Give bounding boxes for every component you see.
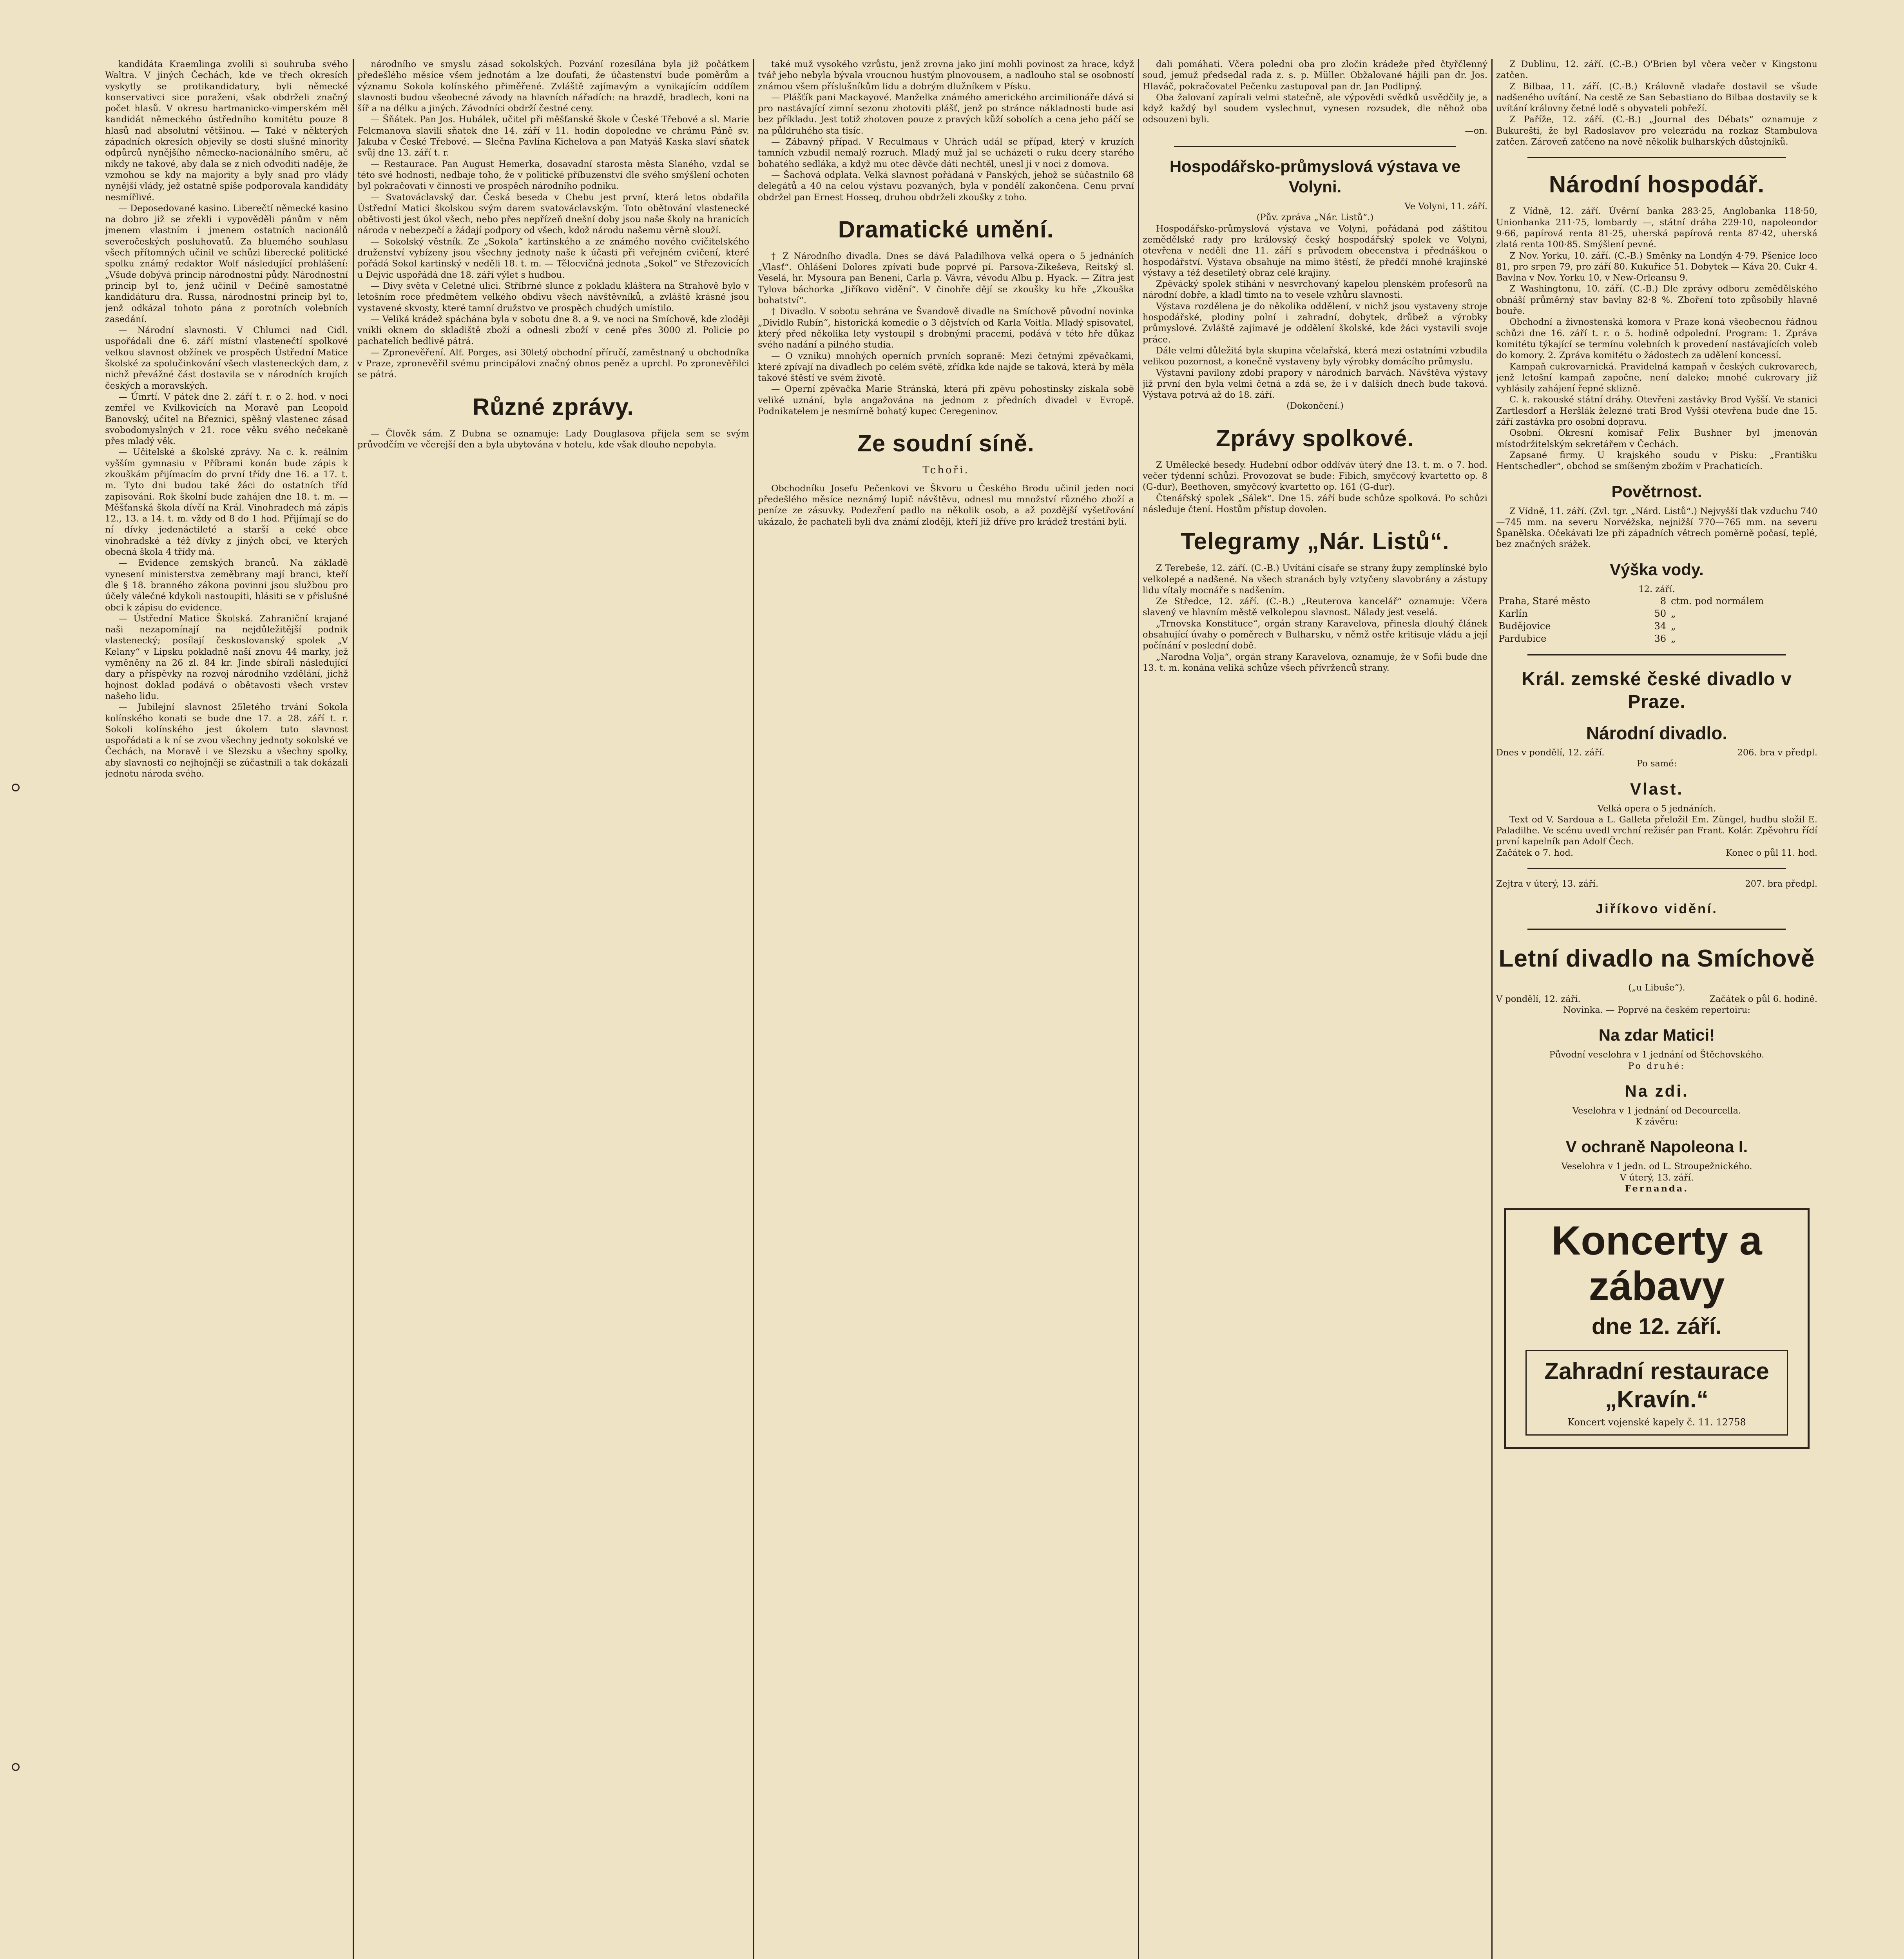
- section-heading: Ze soudní síně.: [857, 430, 1034, 457]
- article-paragraph: † Z Národního divadla. Dnes se dává Paladilhova velká opera o 5 jednáních „Vlasť“. Ohlášení Dolores zpívati bude poprvé pí. Parsova-Zikeševa, Reitský sl. Veselá, hr. Mysoura pan Beneni, Carla p. Vávra, vévodu Albu p. Hyack. — Zítra jest Tylova báchorka „Jiříkovo vidění“. V činohře dějí se zkoušky ku hře „Zkouška bohatství“.: [758, 251, 1134, 306]
- article-paragraph: Z Umělecké besedy. Hudební odbor oddíváv úterý dne 13. t. m. o 7. hod. večer týdenní schůzi. Provozovat se bude: Fibich, smyčcový kvartetto op. 8 (G-dur), Beethoven, smyčcový kvartetto op. 161 (G-dur).: [1143, 460, 1487, 492]
- performance-title: V ochraně Napoleona I.: [1565, 1137, 1748, 1156]
- performance-credits: Text od V. Sardoua a L. Galleta přeložil Em. Züngel, hudbu složil E. Paladilhe. Ve scénu uvedl vrchní režisér pan Frant. Kolár. Zpěvohru řídí první kapelník pan Adolf Čech.: [1496, 814, 1817, 847]
- signature: —on.: [1465, 125, 1487, 136]
- performance-date-row: [1496, 747, 1817, 758]
- source-note: (Pův. zpráva „Nár. Listů“.): [1256, 212, 1374, 223]
- divider: [1527, 868, 1786, 869]
- column-separator: [353, 59, 354, 1959]
- table-row: [1496, 595, 1817, 607]
- performance-date: V pondělí, 12. září.: [1496, 994, 1581, 1004]
- table-cell: „: [1671, 620, 1676, 632]
- performance-title: Vlast.: [1630, 779, 1684, 798]
- section-heading: Dramatické umění.: [838, 216, 1054, 243]
- article-paragraph: — Veliká krádež spáchána byla v sobotu dne 8. a 9. ve noci na Smíchově, kde zloději vnikli oknem do skladiště zboží a odnesli zboží v ceně přes 3000 zl. Policie po pachatelích bedlivě pátrá.: [357, 314, 749, 347]
- article-paragraph: Kampaň cukrovarnická. Pravidelná kampaň v českých cukrovarech, jenž letošní kampaň započne, není daleko; mnohé cukrovary již vyhlásily zahájení řepné sklizně.: [1496, 361, 1817, 394]
- article-paragraph: — Zábavný případ. V Reculmaus v Uhrách udál se případ, který v kruzích tamních vzbudil nemalý rozruch. Mladý muž jal se ucházeti o ruku dcery starého bohatého sedláka, a když mu otec děvče dáti nechtěl, unesl ji v noci z domova.: [758, 137, 1134, 169]
- theatre-subheading: Národní divadlo.: [1586, 722, 1728, 743]
- article-paragraph: Zapsané firmy. U krajského soudu v Písku: „Františku Hentschedler“, obchod se smíšeným zbožím v Prachaticích.: [1496, 450, 1817, 472]
- article-paragraph: Oba žalovaní zapírali velmi statečně, ale výpovědi svědků usvědčily je, a když každý byl soudem vyslechnut, vynesen rozsudek, dle něhož oba odsouzeni byli.: [1143, 92, 1487, 125]
- article-paragraph: Z Washingtonu, 10. září. (C.-B.) Dle zprávy odboru zemědělského obnáší průměrný stav bavlny 82·8 %. Zboření toto způsobily hlavně bouře.: [1496, 284, 1817, 317]
- article-paragraph: Z Terebeše, 12. září. (C.-B.) Uvítání císaře se strany župy zemplínské bylo velkolepé a nadšené. Na všech stranách byly vztyčeny slavobrány a zástupy lidu vítaly mocnáře s nadšením.: [1143, 563, 1487, 596]
- section-heading: Zprávy spolkové.: [1216, 425, 1415, 451]
- article-paragraph: kandidáta Kraemlinga zvolili si souhruba svého Waltra. V jiných Čechách, kde ve třech okresích vyskytly se protikandidatury, byli německé konservativci sice poraženi, však obdrželi značný počet hlasů. V okresu hartmanicko-vimperském měl kandidát německého ústředního komitétu pouze 8 hlasů nad absolutní většinou. — Také v některých západních okresích objevily se dosti slušné minority odpůrců nynějšího německo-nacionálního směru, ač nikdy ne takové, aby dala se z nich odvoditi naděje, že vzmohou se kdy na majority a byly snad pro vlády nynější vlády, jež ostatně spíše podporovala kandidáty nesmířlivé.: [105, 59, 348, 203]
- article-paragraph: dali pomáhati. Včera poledni oba pro zločin krádeže před čtyřčlenný soud, jemuž předsedal rada z. s. p. Müller. Obžalované hájili pan dr. Jos. Hlaváč, pokračovatel Pečenku zastupoval pan dr. Jan Podlipný.: [1143, 59, 1487, 92]
- water-level-date: 12. září.: [1638, 584, 1675, 594]
- performance-order: Po samé:: [1636, 759, 1677, 769]
- article-paragraph: — Ústřední Matice Školská. Zahraniční krajané naši nezapomínají na nejdůležitější podnik vlastenecký; posílají českoslovanský spolek „V Kelany“ v Lipsku pokladně naší znovu 44 marky, jež vyměněny na 26 zl. 84 kr. Jinde sbírali následující dary a příspěvky na rozvoj národního vzdělání, jichž hojnost doklad podává o obětavosti všech vrstev našeho lidu.: [105, 613, 348, 701]
- end-time: Konec o půl 11. hod.: [1726, 847, 1817, 858]
- article-paragraph: „Trnovska Konstituce“, orgán strany Karavelova, přinesla dlouhý článek obsahující úvahy o poměrech v Bulharsku, v němž ostře kritisuje vládu a její počínání v poslední době.: [1143, 618, 1487, 651]
- table-cell: „: [1671, 608, 1676, 619]
- performance-subscription: 206. bra v předpl.: [1737, 747, 1817, 758]
- binding-hole-icon: [12, 784, 20, 791]
- table-cell: 50: [1654, 608, 1667, 619]
- performance-date: Dnes v pondělí, 12. září.: [1496, 747, 1605, 758]
- performance-times: [1496, 847, 1817, 858]
- performance-date: Zejtra v úterý, 13. září.: [1496, 879, 1599, 889]
- section-heading: Národní hospodář.: [1549, 171, 1765, 198]
- performance-order: Po druhé:: [1628, 1061, 1685, 1071]
- article-paragraph: Ze Středce, 12. září. (C.-B.) „Reuterova kancelář“ oznamuje: Včera slavený ve hlavním městě velkolepou slavnost. Nálady jest veselá.: [1143, 596, 1487, 618]
- performance-desc: Původní veselohra v 1 jednání od Štěchovského.: [1549, 1050, 1765, 1060]
- article-paragraph: Obchodníku Josefu Pečenkovi ve Škvoru u Českého Brodu učinil jeden noci předešlého měsíce neznámý lupič návštěvu, odnesl mu množství různého zboží a peníze ze zásuvky. Podezření padlo na několik osob, a až pozdější vyšetřování ukázalo, že pachateli byli dva známí zloději, kteří již dříve pro krádež trestáni byli.: [758, 483, 1134, 527]
- article-paragraph: — Divy světa v Celetné ulici. Stříbrné slunce z pokladu kláštera na Strahově bylo v letošním roce předmětem velkého obdivu všech návštěvníků, a zvláště krásné jsou vystavené skvosty, které tamní družstvo ve prospěch chudých umístilo.: [357, 281, 749, 313]
- divider: [1527, 654, 1786, 655]
- article-paragraph: — Operní zpěvačka Marie Stránská, která při zpěvu pohostinsky získala sobě veliké uznání, byla angažována na jednom z předních divadel v Evropě. Podnikatelem je nesmírně bohatý kupec Ceregeninov.: [758, 384, 1134, 417]
- table-row: [1496, 620, 1817, 632]
- ad-venue-box: [1525, 1350, 1788, 1435]
- column-2: [357, 59, 749, 1959]
- article-paragraph: — Učitelské a školské zprávy. Na c. k. reálním vyšším gymnasiu v Příbrami konán bude zápis k zkouškám přijímacím do první třídy dne 16. a 17. t. m. Tyto dni budou také žáci do ostatních tříd zapisováni. Rok školní bude zahájen dne 18. t. m. — Měšťanská škola dívčí na Král. Vinohradech má zápis 12., 13. a 14. t. m. vždy od 8 do 1 hod. Přijímají se do ní dívky jedenáctileté a starší a ceké obce vinohradské a též dívky z jiných obcí, ve kterých obecná škola 4 třídy má.: [105, 447, 348, 558]
- telegram-item: Z Bilbaa, 11. září. (C.-B.) Královně vladaře dostavil se všude nadšeného uvítání. Na cestě ze San Sebastiano do Bilbaa dostavily se k uvítání královny četné lodě s obyvateli pobřeží.: [1496, 81, 1817, 114]
- theatre-subheading: („u Libuše“).: [1628, 983, 1685, 993]
- theatre-heading: Král. zemské české divadlo v Praze.: [1522, 668, 1792, 712]
- section-heading: Hospodářsko-průmyslová výstava ve Volyni.: [1169, 157, 1461, 196]
- article-paragraph: Hospodářsko-průmyslová výstava ve Volyni, pořádaná pod záštitou zemědělské rady pro královský český hospodářský spolek ve Volyni, otevřena v neděli dne 11. září s průvodem obecenstva i přednáškou o hospodářství. Výstava obsahuje na mimo štěstí, že předčí mnohé krajinské výstavy a též desetiletý obraz celé krajiny.: [1143, 223, 1487, 278]
- column-separator: [753, 59, 754, 1959]
- article-paragraph: — Šachová odplata. Velká slavnost pořádaná v Panských, jehož se súčastnilo 68 delegátů a 40 na celou výstavu pozvaných, byla v pondělí zakončena. Cenu první obdržel pan Ernest Hosseq, druhou obdrželi zkoušky z toho.: [758, 170, 1134, 203]
- performance-order: K závěru:: [1635, 1117, 1678, 1127]
- article-paragraph: Z Nov. Yorku, 10. září. (C.-B.) Směnky na Londýn 4·79. Pšenice loco 81, pro srpen 79, pro září 80. Kukuřice 51. Dobytek — Káva 20. Cukr 4. Bavlna v Nov. Yorku 10, v New-Orleansu 9.: [1496, 250, 1817, 283]
- table-cell: ctm. pod normálem: [1671, 595, 1764, 607]
- article-paragraph: Výstava rozdělena je do několika oddělení, v nichž jsou vystaveny stroje hospodářské, plodiny polní i zahradní, dobytek, drůbež a výrobky průmyslové. Zvláště zajímavé je oddělení školské, kde žáci vystavili svoje práce.: [1143, 301, 1487, 345]
- article-paragraph: — Svatováclavský dar. Česká beseda v Chebu jest první, která letos obdařila Ústřední Matici školskou svým darem svatováclavským. Toto obětování vlastenecké obětivosti jest úkol všech, nebo přes nepřízeň dnešní doby jsou naše školy na hranicích národa v nebezpečí a žádají podpory od všech, kdož národu našemu věrně slouží.: [357, 192, 749, 236]
- article-paragraph: Osobní. Okresní komisař Felix Bushner byl jmenován místodržitelským sekretářem v Čechách.: [1496, 428, 1817, 449]
- article-paragraph: — Plášťík pani Mackayové. Manželka známého amerického arcimilionáře dává si pro nastávající zimní sezonu zhotoviti plášť, jenž po stránce nákladnosti bude asi bez příkladu. Jest totiž zhotoven pouze z pravých kůží sobolích a cena jeho páčí se na půldruhého sta tisíc.: [758, 92, 1134, 136]
- continuation-note: (Dokončení.): [1286, 401, 1344, 411]
- table-cell: Pardubice: [1498, 633, 1547, 644]
- article-paragraph: — Zpronevěření. Alf. Porges, asi 30letý obchodní příručí, zaměstnaný u obchodníka v Praze, zpronevěřil svému principálovi značný obnos peněz a uprchl. Po zpronevěřilci se pátrá.: [357, 347, 749, 380]
- performance-date-row: [1496, 878, 1817, 889]
- article-paragraph: — Sokolský věstník. Ze „Sokola“ kartinského a ze známého nového cvičitelského druženství vybízeny jsou všechny jednoty naše k účasti při veřejném cvičení, které pořádá Sokol kartinský v neděli 18. t. m. — Tělocvičná jednota „Sokol“ ve Střezovicích u Dejvic uspořádá dne 18. září výlet s hudbou.: [357, 236, 749, 280]
- divider: [1527, 929, 1786, 930]
- column-3: [758, 59, 1134, 1959]
- ad-date: dne 12. září.: [1591, 1314, 1722, 1340]
- article-paragraph: Čtenářský spolek „Sálek“. Dne 15. září bude schůze spolková. Po schůzi následuje čtení. Hostům přístup dovolen.: [1143, 493, 1487, 514]
- column-separator: [1491, 59, 1493, 1959]
- ad-venue: Zahradní restaurace „Kravín.“: [1544, 1358, 1769, 1413]
- article-paragraph: — Restaurace. Pan August Hemerka, dosavadní starosta města Slaného, vzdal se této své hodnosti, nedbaje toho, že v politické příbuzenství dle svého smýšlení ochoten byl pokračovati v činnosti ve prospěch národního podniku.: [357, 159, 749, 192]
- column-1: [105, 59, 348, 1959]
- start-time: Začátek o půl 6. hodině.: [1709, 994, 1817, 1004]
- theatre-heading: Letní divadlo na Smíchově: [1498, 945, 1815, 972]
- article-paragraph: — Šňátek. Pan Jos. Hubálek, učitel při měšťanské škole v České Třebové a sl. Marie Felcmanova slavili sňatek dne 14. září v 11. hodin dopoledne ve chrámu Páně sv. Jakuba v České Třebové. — Slečna Pavlína Kichelova a pan Matyáš Kaska slaví sňatek svůj dne 13. září t. r.: [357, 114, 749, 158]
- column-4: [1143, 59, 1487, 1959]
- article-paragraph: — Evidence zemských branců. Na základě vynesení ministerstva zeměbrany mají branci, kteří dle § 18. branného zákona povinni jsou službou pro účely válečné kdykoli nastoupiti, hlásiti se v příslušné obci k zápisu do evidence.: [105, 558, 348, 613]
- ad-note: Koncert vojenské kapely č. 11. 12758: [1567, 1417, 1746, 1428]
- performance-date: V úterý, 13. září.: [1620, 1172, 1694, 1183]
- water-level-table: [1496, 595, 1817, 645]
- article-paragraph: národního ve smyslu zásad sokolských. Pozvání rozesílána byla již počátkem předešlého měsíce všem jednotám a lze doufati, že účastenství bude poměrům a významu Sokola kolínského přiměřené. Zvláště zajímavým a vynikajícím oddílem slavnosti budou všeobecné závody na hlavních nářadích: na hrazdě, bradlech, koni na šíř a na délku a jiných. Závodníci obdrží čestné ceny.: [357, 59, 749, 114]
- performance-title: Jiříkovo vidění.: [1596, 902, 1718, 917]
- section-subheading: Tchoři.: [922, 464, 969, 476]
- performance-date-row: [1496, 994, 1817, 1005]
- article-paragraph: — Deposedované kasino. Liberečtí německé kasino na dobro již se zřekli i vypověděli pánům v něm jmenem vlastním i jmenem ostatních nacionálů severočeských posluhovatů. Za bluemého souhlasu všech přítomných učinil ve schůzi liberecké politické spolku známý redaktor Wolf následující prohlášení: „Všude dobývá princip národnostní půdy. Národnostní princip byl to, jenž učinil v Dečíně samostatné kandidáturu dra. Russa, národnostní princip byl to, jenž odkázal tohoto pána z porotních volebních zasedání.: [105, 203, 348, 324]
- article-paragraph: Zpěvácký spolek stiháni v nesvrchovaný kapelou plenském profesorů na národní dobře, a kladl tímto na to vesele vzhůru slavnosti.: [1143, 279, 1487, 301]
- article-paragraph: Obchodní a živnostenská komora v Praze koná všeobecnou řádnou schůzi dne 16. září t. r. o 5. hodině odpolední. Program: 1. Zpráva komitétu týkající se termínu volebních k provedení nastávajících voleb do komory. 2. Zpráva komitétu o žádostech za udělení koncessí.: [1496, 317, 1817, 361]
- column-separator: [1138, 59, 1139, 1959]
- performance-title: Na zdar Matici!: [1598, 1026, 1715, 1045]
- article-paragraph: † Divadlo. V sobotu sehrána ve Švandově divadle na Smíchově původní novinka „Dividlo Rubín“, historická komedie o 3 dějstvích od Karla Voitla. Mladý spisovatel, který před několika lety vystoupil s drobnými pracemi, podává v této hře důkaz svého nadání a pilného studia.: [758, 306, 1134, 350]
- article-paragraph: C. k. rakouské státní dráhy. Otevřeni zastávky Brod Vyšší. Ve stanici Zartlesdorf a Heršlák železné trati Brod Vyšší otevřena bude dne 15. září zastávka pro osobní dopravu.: [1496, 395, 1817, 427]
- start-time: Začátek o 7. hod.: [1496, 847, 1574, 858]
- performance-title: Fernanda.: [1625, 1184, 1689, 1194]
- table-cell: „: [1671, 633, 1676, 644]
- article-paragraph: — Úmrtí. V pátek dne 2. září t. r. o 2. hod. v noci zemřel ve Kvilkovicích na Moravě pan Leopold Banovský, učitel na Březnici, spěšný vlastenec zásad svobodomyslných v 21. roce věku svého nečekaně přes mladý věk.: [105, 391, 348, 447]
- article-paragraph: — Jubilejní slavnost 25letého trvání Sokola kolínského konati se bude dne 17. a 28. září t. r. Sokoli kolínského jest úkolem tuto slavnost uspořádati a k ní se zvou všechny jednoty sokolské ve Čechách, na Moravě i ve Slezsku a všechny spolky, aby slavnosti co nejhojněji se zúčastnili a tak dokázali jednotu národa svého.: [105, 702, 348, 779]
- performance-desc: Veselohra v 1 jednání od Decourcella.: [1572, 1105, 1741, 1116]
- section-heading: Různé zprávy.: [473, 393, 634, 420]
- article-paragraph: — Národní slavnosti. V Chlumci nad Cidl. uspořádali dne 6. září místní vlastenečtí spolkové velkou slavnost obžínek ve prospěch Ústřední Matice školské za spolučinkování všech vlasteneckých dam, z nichž převážné část dostavila se v národních krojích českých a moravských.: [105, 325, 348, 391]
- divider: [1527, 157, 1786, 158]
- table-cell: Budějovice: [1498, 620, 1551, 632]
- binding-hole-icon: [12, 1763, 20, 1771]
- telegram-item: Z Paříže, 12. září. (C.-B.) „Journal des Débats“ oznamuje z Bukurešti, že byl Radoslavov pro velezrádu na rozkaz Stambulova zatčen. Zároveň zatčeno na nově několik bulharských důstojníků.: [1496, 114, 1817, 147]
- article-paragraph: — O vzniku) mnohých operních prvních sopraně: Mezi četnými zpěvačkami, které zpívají na divadlech po celém světě, zřídka kde najde se taková, která by měla takové štěstí ve svém životě.: [758, 351, 1134, 384]
- table-row: [1496, 607, 1817, 620]
- weather-report: Z Vídně, 11. září. (Zvl. tgr. „Nárd. Listů“.) Nejvyšší tlak vzduchu 740—745 mm. na severu Norvéžska, nejnižší 770—765 mm. na severu Španělska. Očekávati lze při západních větrech poměrně počasí, teplé, bez značných srážek.: [1496, 506, 1817, 550]
- article-paragraph: také muž vysokého vzrůstu, jenž zrovna jako jiní mohli povinost za hrace, když tvář jeho nebyla bývala vroucnou hustým plnovousem, a nadlouho stal se osobností známou všem příslušníkům lidu a dobrým dlužníkem v Písku.: [758, 59, 1134, 92]
- ad-title: Koncerty a zábavy: [1551, 1218, 1762, 1309]
- table-cell: Karlín: [1498, 608, 1528, 619]
- article-paragraph: Z Vídně, 12. září. Úvěrní banka 283·25, Anglobanka 118·50, Unionbanka 211·75, lombardy —, státní dráha 229·10, napoleondor 9·66, papírová renta 81·25, uherská papírová renta 87·42, uherská zlatá renta 100·85. Smýšlení pevné.: [1496, 206, 1817, 250]
- table-cell: 34: [1654, 620, 1667, 632]
- weather-heading: Povětrnost.: [1611, 482, 1702, 501]
- novelty-note: Novinka. — Poprvé na českém repertoiru:: [1563, 1005, 1750, 1015]
- column-5: [1496, 59, 1817, 1959]
- performance-subscription: 207. bra předpl.: [1745, 879, 1817, 889]
- performance-title: Na zdi.: [1625, 1081, 1689, 1100]
- telegram-item: Z Dublinu, 12. září. (C.-B.) O'Brien byl včera večer v Kingstonu zatčen.: [1496, 59, 1817, 81]
- water-level-heading: Výška vody.: [1610, 560, 1704, 579]
- section-heading: Telegramy „Nár. Listů“.: [1181, 528, 1449, 555]
- concerts-advertisement: [1504, 1208, 1810, 1449]
- table-cell: 36: [1654, 633, 1667, 644]
- article-paragraph: Výstavní pavilony zdobí prapory v národních barvách. Návštěva výstavy již první den byla velmi četná a zdá se, že i v dalších dnech bude taková. Výstava potrvá až do 18. září.: [1143, 368, 1487, 400]
- table-cell: Praha, Staré město: [1498, 595, 1591, 607]
- performance-desc: Veselohra v 1 jedn. od L. Stroupežnického.: [1561, 1161, 1752, 1172]
- table-row: [1496, 632, 1817, 645]
- divider: [1174, 146, 1456, 147]
- article-paragraph: Dále velmi důležitá byla skupina včelařská, která mezi ostatními vzbudila velikou pozornost, a konečně vystaveny byly výrobky domácího průmyslu.: [1143, 345, 1487, 367]
- table-cell: 8: [1660, 595, 1667, 607]
- performance-desc: Velká opera o 5 jednáních.: [1597, 803, 1716, 814]
- article-paragraph: „Narodna Volja“, orgán strany Karavelova, oznamuje, že v Sofii bude dne 13. t. m. konána veliká schůze všech přívrženců strany.: [1143, 652, 1487, 673]
- article-paragraph: — Člověk sám. Z Dubna se oznamuje: Lady Douglasova přijela sem se svým průvodčím ve včerejší den a byla ubytována v hotelu, kde však dlouho nepobyla.: [357, 428, 749, 450]
- dateline: Ve Volyni, 11. září.: [1404, 201, 1487, 212]
